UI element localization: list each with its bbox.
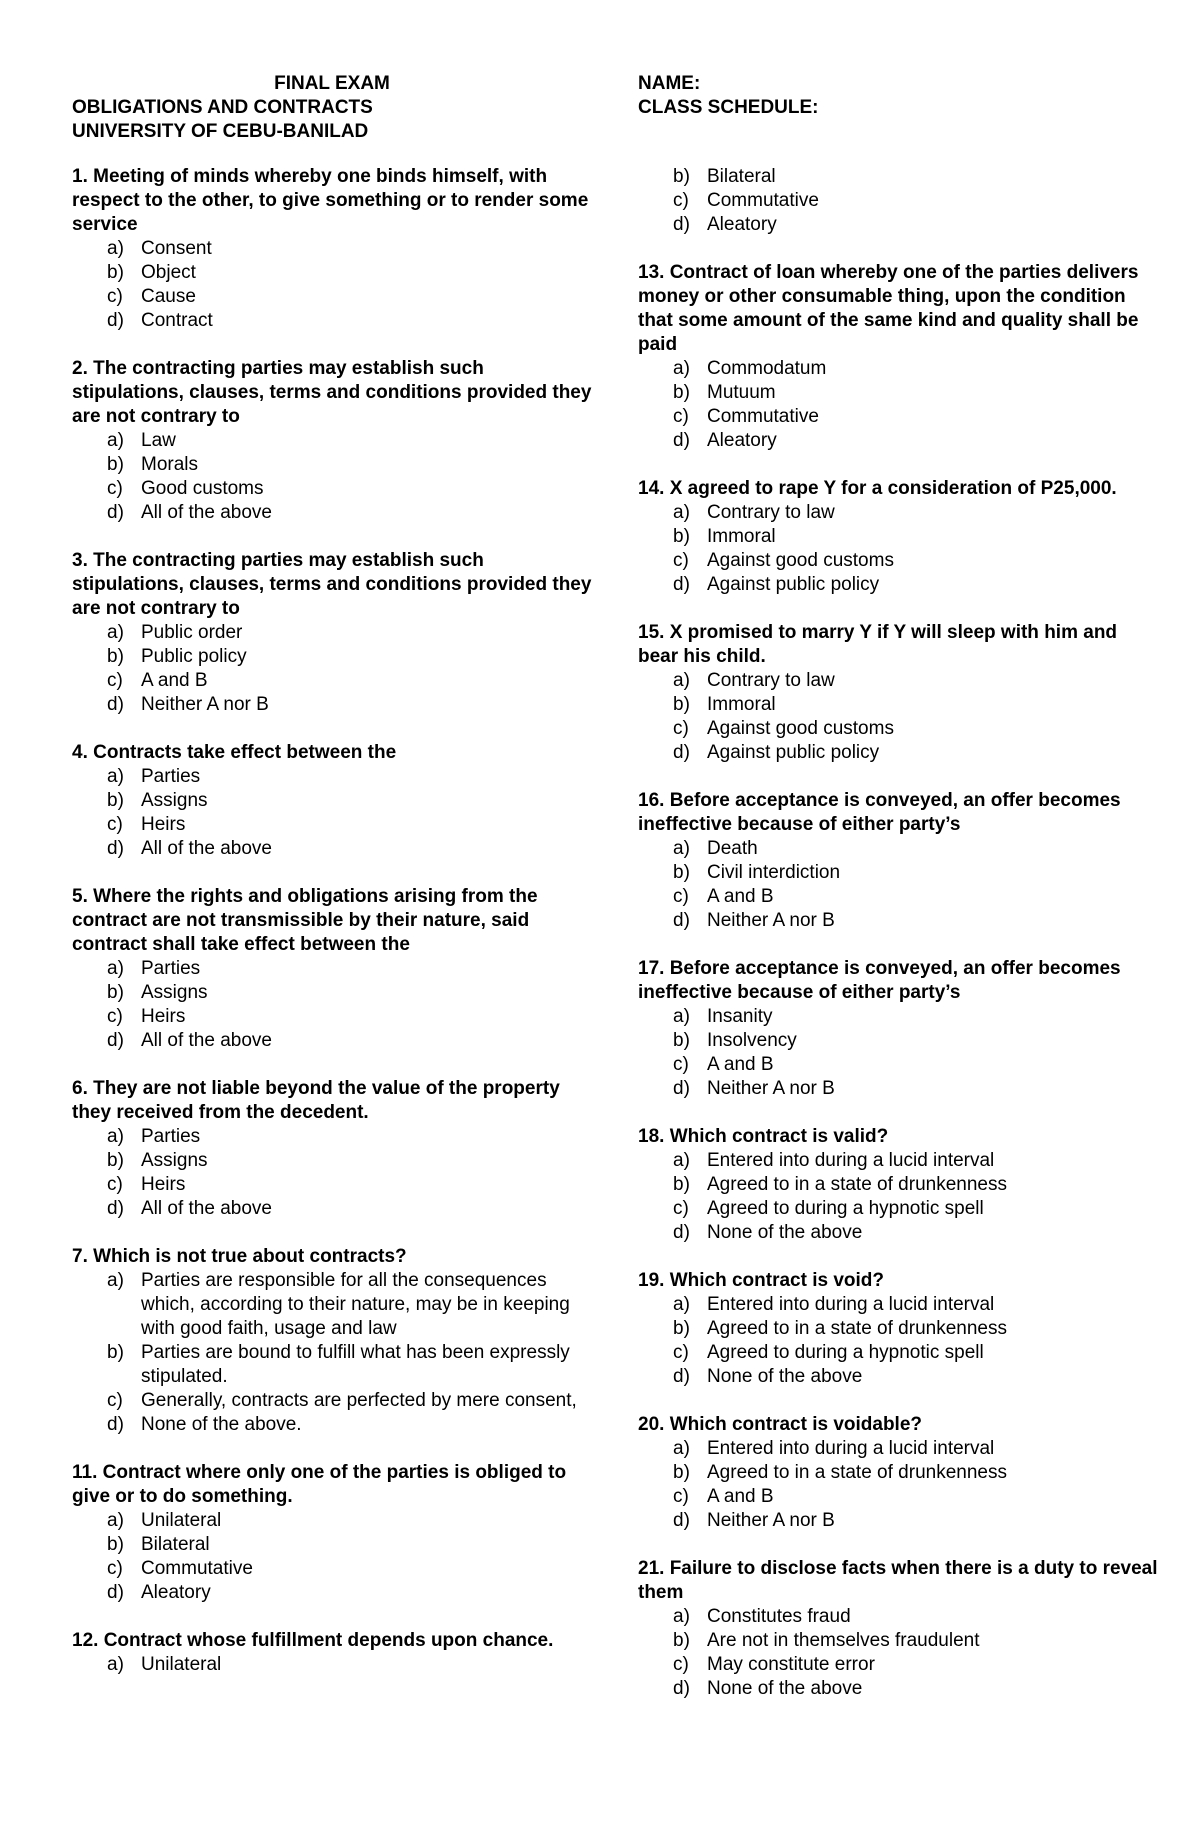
answer-options bbox=[638, 1005, 1158, 1101]
answer-option bbox=[107, 429, 592, 453]
option-text: Against public policy bbox=[707, 742, 880, 763]
option-letter: b) bbox=[673, 694, 690, 715]
answer-option bbox=[107, 1413, 592, 1437]
option-text: Consent bbox=[141, 238, 212, 259]
option-text: Public policy bbox=[141, 646, 247, 667]
option-text: Against public policy bbox=[707, 574, 880, 595]
option-text: Assigns bbox=[141, 982, 208, 1003]
option-letter: d) bbox=[107, 310, 124, 331]
answer-option bbox=[673, 837, 1158, 861]
option-letter: b) bbox=[107, 1534, 124, 1555]
answer-option bbox=[107, 1197, 592, 1221]
question-text: 17. Before acceptance is conveyed, an offer becomes ineffective because of either party’s bbox=[638, 958, 1121, 1003]
question-text: 16. Before acceptance is conveyed, an offer becomes ineffective because of either party’s bbox=[638, 790, 1121, 835]
question-text: 7. Which is not true about contracts? bbox=[72, 1246, 407, 1267]
option-text: Immoral bbox=[707, 526, 776, 547]
answer-option bbox=[107, 1509, 592, 1533]
option-letter: b) bbox=[107, 1150, 124, 1171]
name-label: NAME: bbox=[638, 73, 701, 94]
answer-option bbox=[673, 1437, 1158, 1461]
option-letter: d) bbox=[107, 502, 124, 523]
question-text: 20. Which contract is voidable? bbox=[638, 1414, 923, 1435]
option-text: Heirs bbox=[141, 1006, 186, 1027]
answer-options bbox=[72, 1269, 592, 1437]
option-letter: a) bbox=[107, 1654, 124, 1675]
option-text: May constitute error bbox=[707, 1654, 875, 1675]
option-text: Insolvency bbox=[707, 1030, 797, 1051]
answer-option bbox=[673, 909, 1158, 933]
option-letter: d) bbox=[673, 214, 690, 235]
option-text: Immoral bbox=[707, 694, 776, 715]
option-letter: c) bbox=[107, 670, 123, 691]
option-text: Neither A nor B bbox=[141, 694, 269, 715]
answer-option bbox=[107, 1149, 592, 1173]
option-text: Neither A nor B bbox=[707, 910, 835, 931]
option-text: Heirs bbox=[141, 814, 186, 835]
question-block bbox=[638, 1269, 1158, 1389]
answer-option bbox=[107, 309, 592, 333]
option-letter: a) bbox=[673, 1006, 690, 1027]
option-letter: d) bbox=[673, 742, 690, 763]
option-text: Unilateral bbox=[141, 1510, 222, 1531]
option-letter: c) bbox=[107, 1558, 123, 1579]
option-letter: b) bbox=[673, 166, 690, 187]
option-letter: c) bbox=[107, 1174, 123, 1195]
answer-option bbox=[673, 1029, 1158, 1053]
answer-option bbox=[107, 501, 592, 525]
answer-option bbox=[107, 669, 592, 693]
option-letter: d) bbox=[673, 574, 690, 595]
question-block bbox=[72, 1629, 592, 1677]
answer-option bbox=[107, 813, 592, 837]
option-letter: d) bbox=[107, 1582, 124, 1603]
option-text: Parties bbox=[141, 1126, 201, 1147]
answer-option bbox=[673, 1341, 1158, 1365]
answer-options bbox=[72, 957, 592, 1053]
answer-option bbox=[673, 1197, 1158, 1221]
option-text: Agreed to in a state of drunkenness bbox=[707, 1318, 1007, 1339]
option-text: Contract bbox=[141, 310, 213, 331]
answer-options bbox=[638, 837, 1158, 933]
question-text: 11. Contract where only one of the parties is obliged to give or to do something. bbox=[72, 1462, 567, 1507]
answer-option bbox=[673, 669, 1158, 693]
answer-option bbox=[673, 165, 1158, 189]
right-column bbox=[638, 165, 1158, 1725]
question-text: 6. They are not liable beyond the value of the property they received from the decedent. bbox=[72, 1078, 560, 1123]
question-block bbox=[72, 1245, 592, 1437]
answer-option bbox=[107, 645, 592, 669]
answer-option bbox=[107, 285, 592, 309]
question-block bbox=[638, 165, 1158, 237]
option-text: Against good customs bbox=[707, 718, 894, 739]
option-text: Neither A nor B bbox=[707, 1078, 835, 1099]
option-text: None of the above bbox=[707, 1366, 863, 1387]
answer-option bbox=[107, 1029, 592, 1053]
option-letter: d) bbox=[673, 430, 690, 451]
answer-option bbox=[673, 501, 1158, 525]
question-block bbox=[72, 1077, 592, 1221]
option-text: None of the above. bbox=[141, 1414, 302, 1435]
option-text: A and B bbox=[707, 1054, 774, 1075]
option-text: Entered into during a lucid interval bbox=[707, 1150, 995, 1171]
question-text: 12. Contract whose fulfillment depends upon chance. bbox=[72, 1630, 554, 1651]
answer-option bbox=[673, 405, 1158, 429]
answer-options bbox=[72, 765, 592, 861]
option-text: Death bbox=[707, 838, 758, 859]
question-block bbox=[638, 1125, 1158, 1245]
option-letter: b) bbox=[673, 862, 690, 883]
option-letter: c) bbox=[107, 286, 123, 307]
class-schedule-label: CLASS SCHEDULE: bbox=[638, 97, 819, 118]
option-letter: d) bbox=[673, 1078, 690, 1099]
question-block bbox=[638, 789, 1158, 933]
option-letter: b) bbox=[107, 262, 124, 283]
option-letter: c) bbox=[107, 814, 123, 835]
answer-option bbox=[107, 453, 592, 477]
option-text: Parties bbox=[141, 766, 201, 787]
option-letter: b) bbox=[673, 526, 690, 547]
answer-option bbox=[673, 189, 1158, 213]
option-text: Agreed to in a state of drunkenness bbox=[707, 1462, 1007, 1483]
question-block bbox=[638, 621, 1158, 765]
option-text: Entered into during a lucid interval bbox=[707, 1294, 995, 1315]
answer-option bbox=[107, 957, 592, 981]
option-text: Insanity bbox=[707, 1006, 773, 1027]
answer-option bbox=[107, 237, 592, 261]
option-letter: a) bbox=[673, 1150, 690, 1171]
answer-options bbox=[72, 1653, 592, 1677]
option-letter: a) bbox=[673, 1438, 690, 1459]
answer-options bbox=[638, 669, 1158, 765]
option-text: Parties bbox=[141, 958, 201, 979]
option-text: Entered into during a lucid interval bbox=[707, 1438, 995, 1459]
option-letter: c) bbox=[673, 406, 689, 427]
answer-option bbox=[673, 1053, 1158, 1077]
answer-option bbox=[673, 1173, 1158, 1197]
answer-option bbox=[673, 549, 1158, 573]
answer-option bbox=[673, 1293, 1158, 1317]
question-block bbox=[72, 165, 592, 333]
answer-option bbox=[673, 1509, 1158, 1533]
option-text: Agreed to during a hypnotic spell bbox=[707, 1198, 984, 1219]
answer-option bbox=[673, 1149, 1158, 1173]
option-letter: c) bbox=[673, 1342, 689, 1363]
option-text: Commutative bbox=[141, 1558, 253, 1579]
student-info bbox=[638, 72, 1158, 120]
answer-option bbox=[673, 381, 1158, 405]
option-letter: d) bbox=[107, 1198, 124, 1219]
option-text: None of the above bbox=[707, 1222, 863, 1243]
option-text: Good customs bbox=[141, 478, 264, 499]
option-letter: c) bbox=[673, 1486, 689, 1507]
answer-options bbox=[638, 165, 1158, 237]
option-letter: d) bbox=[107, 1414, 124, 1435]
option-letter: c) bbox=[107, 478, 123, 499]
option-text: Commodatum bbox=[707, 358, 827, 379]
option-letter: a) bbox=[673, 358, 690, 379]
answer-option bbox=[673, 1221, 1158, 1245]
option-text: Commutative bbox=[707, 190, 819, 211]
option-text: Heirs bbox=[141, 1174, 186, 1195]
option-text: Constitutes fraud bbox=[707, 1606, 851, 1627]
answer-option bbox=[107, 693, 592, 717]
answer-option bbox=[107, 981, 592, 1005]
option-letter: d) bbox=[673, 1366, 690, 1387]
option-letter: c) bbox=[107, 1006, 123, 1027]
option-letter: b) bbox=[673, 1462, 690, 1483]
question-block bbox=[638, 1557, 1158, 1701]
option-text: Aleatory bbox=[707, 430, 777, 451]
option-letter: a) bbox=[107, 1126, 124, 1147]
question-block bbox=[72, 741, 592, 861]
question-block bbox=[638, 1413, 1158, 1533]
option-letter: a) bbox=[107, 430, 124, 451]
answer-option bbox=[107, 765, 592, 789]
answer-option bbox=[673, 1629, 1158, 1653]
option-text: Mutuum bbox=[707, 382, 776, 403]
question-text: 14. X agreed to rape Y for a consideration of P25,000. bbox=[638, 478, 1117, 499]
answer-option bbox=[107, 1581, 592, 1605]
question-text: 13. Contract of loan whereby one of the parties delivers money or other consumable thing, upon the condition that some amount of the same kind and quality shall be paid bbox=[638, 262, 1139, 355]
answer-option bbox=[673, 357, 1158, 381]
option-text: Unilateral bbox=[141, 1654, 222, 1675]
answer-option bbox=[673, 861, 1158, 885]
option-letter: d) bbox=[673, 910, 690, 931]
option-letter: a) bbox=[673, 1606, 690, 1627]
option-text: Public order bbox=[141, 622, 243, 643]
answer-option bbox=[107, 477, 592, 501]
option-text: Contrary to law bbox=[707, 502, 835, 523]
question-text: 18. Which contract is valid? bbox=[638, 1126, 889, 1147]
answer-option bbox=[673, 525, 1158, 549]
option-letter: d) bbox=[673, 1222, 690, 1243]
answer-option bbox=[107, 1125, 592, 1149]
option-text: All of the above bbox=[141, 1030, 272, 1051]
option-letter: b) bbox=[673, 1630, 690, 1651]
question-text: 4. Contracts take effect between the bbox=[72, 742, 397, 763]
option-text: Cause bbox=[141, 286, 196, 307]
option-letter: c) bbox=[673, 1054, 689, 1075]
option-letter: a) bbox=[107, 622, 124, 643]
option-text: Aleatory bbox=[141, 1582, 211, 1603]
answer-option bbox=[107, 1269, 592, 1341]
option-letter: a) bbox=[673, 670, 690, 691]
answer-options bbox=[638, 501, 1158, 597]
answer-option bbox=[673, 573, 1158, 597]
answer-option bbox=[107, 1653, 592, 1677]
option-letter: b) bbox=[673, 1174, 690, 1195]
answer-option bbox=[673, 1077, 1158, 1101]
option-text: Morals bbox=[141, 454, 199, 475]
left-column bbox=[72, 165, 592, 1701]
answer-option bbox=[673, 1317, 1158, 1341]
question-text: 19. Which contract is void? bbox=[638, 1270, 884, 1291]
answer-option bbox=[107, 789, 592, 813]
option-text: Generally, contracts are perfected by mere consent, bbox=[141, 1390, 577, 1411]
question-text: 15. X promised to marry Y if Y will sleep with him and bear his child. bbox=[638, 622, 1118, 667]
answer-option bbox=[107, 621, 592, 645]
option-text: Against good customs bbox=[707, 550, 894, 571]
option-letter: a) bbox=[107, 238, 124, 259]
option-text: Neither A nor B bbox=[707, 1510, 835, 1531]
question-text: 1. Meeting of minds whereby one binds himself, with respect to the other, to give something or to render some service bbox=[72, 166, 589, 235]
answer-option bbox=[673, 1677, 1158, 1701]
answer-option bbox=[107, 261, 592, 285]
answer-options bbox=[638, 1149, 1158, 1245]
option-text: A and B bbox=[141, 670, 208, 691]
option-letter: b) bbox=[107, 454, 124, 475]
answer-option bbox=[107, 1341, 592, 1389]
option-text: Commutative bbox=[707, 406, 819, 427]
answer-option bbox=[673, 1005, 1158, 1029]
answer-option bbox=[673, 1653, 1158, 1677]
question-block bbox=[638, 957, 1158, 1101]
question-block bbox=[72, 357, 592, 525]
option-text: None of the above bbox=[707, 1678, 863, 1699]
question-text: 21. Failure to disclose facts when there is a duty to reveal them bbox=[638, 1558, 1158, 1603]
option-text: Bilateral bbox=[141, 1534, 210, 1555]
answer-option bbox=[673, 1461, 1158, 1485]
question-block bbox=[638, 261, 1158, 453]
answer-options bbox=[638, 1437, 1158, 1533]
answer-options bbox=[638, 357, 1158, 453]
option-text: Aleatory bbox=[707, 214, 777, 235]
option-text: Assigns bbox=[141, 1150, 208, 1171]
answer-options bbox=[638, 1605, 1158, 1701]
option-text: Contrary to law bbox=[707, 670, 835, 691]
answer-options bbox=[72, 621, 592, 717]
answer-option bbox=[673, 885, 1158, 909]
answer-options bbox=[72, 429, 592, 525]
option-text: All of the above bbox=[141, 1198, 272, 1219]
answer-options bbox=[638, 1293, 1158, 1389]
option-letter: a) bbox=[673, 1294, 690, 1315]
option-letter: a) bbox=[673, 502, 690, 523]
option-letter: c) bbox=[673, 718, 689, 739]
answer-option bbox=[673, 213, 1158, 237]
answer-option bbox=[107, 1389, 592, 1413]
answer-option bbox=[673, 1365, 1158, 1389]
answer-option bbox=[673, 741, 1158, 765]
option-text: All of the above bbox=[141, 838, 272, 859]
question-text: 5. Where the rights and obligations arising from the contract are not transmissible by their nature, said contract shall take effect between the bbox=[72, 886, 538, 955]
option-letter: d) bbox=[673, 1510, 690, 1531]
option-letter: b) bbox=[673, 382, 690, 403]
question-block bbox=[638, 477, 1158, 597]
option-letter: c) bbox=[673, 1654, 689, 1675]
option-letter: d) bbox=[107, 838, 124, 859]
option-text: Agreed to during a hypnotic spell bbox=[707, 1342, 984, 1363]
option-text: Civil interdiction bbox=[707, 862, 841, 883]
option-letter: a) bbox=[107, 1510, 124, 1531]
question-block bbox=[72, 549, 592, 717]
answer-option bbox=[107, 1173, 592, 1197]
answer-options bbox=[72, 237, 592, 333]
option-letter: b) bbox=[107, 1342, 124, 1363]
option-text: All of the above bbox=[141, 502, 272, 523]
answer-option bbox=[673, 429, 1158, 453]
answer-option bbox=[107, 1005, 592, 1029]
question-text: 3. The contracting parties may establish such stipulations, clauses, terms and conditions provided they are not contrary to bbox=[72, 550, 592, 619]
option-letter: b) bbox=[673, 1030, 690, 1051]
option-text: Agreed to in a state of drunkenness bbox=[707, 1174, 1007, 1195]
question-block bbox=[72, 885, 592, 1053]
option-letter: b) bbox=[107, 982, 124, 1003]
answer-option bbox=[673, 693, 1158, 717]
option-letter: d) bbox=[673, 1678, 690, 1699]
answer-option bbox=[673, 1485, 1158, 1509]
answer-option bbox=[673, 1605, 1158, 1629]
exam-subject: OBLIGATIONS AND CONTRACTS bbox=[72, 97, 373, 118]
option-letter: b) bbox=[107, 646, 124, 667]
answer-option bbox=[107, 1557, 592, 1581]
option-text: Bilateral bbox=[707, 166, 776, 187]
option-letter: a) bbox=[107, 958, 124, 979]
question-text: 2. The contracting parties may establish such stipulations, clauses, terms and conditions provided they are not contrary to bbox=[72, 358, 592, 427]
answer-option bbox=[673, 717, 1158, 741]
option-letter: c) bbox=[673, 550, 689, 571]
exam-header bbox=[72, 72, 592, 144]
option-text: Are not in themselves fraudulent bbox=[707, 1630, 980, 1651]
option-text: A and B bbox=[707, 886, 774, 907]
option-letter: c) bbox=[673, 1198, 689, 1219]
option-letter: c) bbox=[673, 886, 689, 907]
question-block bbox=[72, 1461, 592, 1605]
option-text: Object bbox=[141, 262, 196, 283]
answer-options bbox=[72, 1125, 592, 1221]
option-letter: b) bbox=[673, 1318, 690, 1339]
answer-option bbox=[107, 1533, 592, 1557]
option-text: Parties are responsible for all the consequences which, according to their nature, may be in keeping with good faith, usage and law bbox=[141, 1270, 570, 1339]
answer-option bbox=[107, 837, 592, 861]
option-letter: a) bbox=[673, 838, 690, 859]
option-letter: b) bbox=[107, 790, 124, 811]
option-text: Law bbox=[141, 430, 176, 451]
exam-title: FINAL EXAM bbox=[274, 73, 390, 94]
answer-options bbox=[72, 1509, 592, 1605]
option-letter: d) bbox=[107, 694, 124, 715]
option-text: A and B bbox=[707, 1486, 774, 1507]
option-letter: a) bbox=[107, 1270, 124, 1291]
option-text: Parties are bound to fulfill what has been expressly stipulated. bbox=[141, 1342, 570, 1387]
option-letter: c) bbox=[107, 1390, 123, 1411]
option-letter: d) bbox=[107, 1030, 124, 1051]
school-name: UNIVERSITY OF CEBU-BANILAD bbox=[72, 121, 369, 142]
option-letter: a) bbox=[107, 766, 124, 787]
option-text: Assigns bbox=[141, 790, 208, 811]
option-letter: c) bbox=[673, 190, 689, 211]
